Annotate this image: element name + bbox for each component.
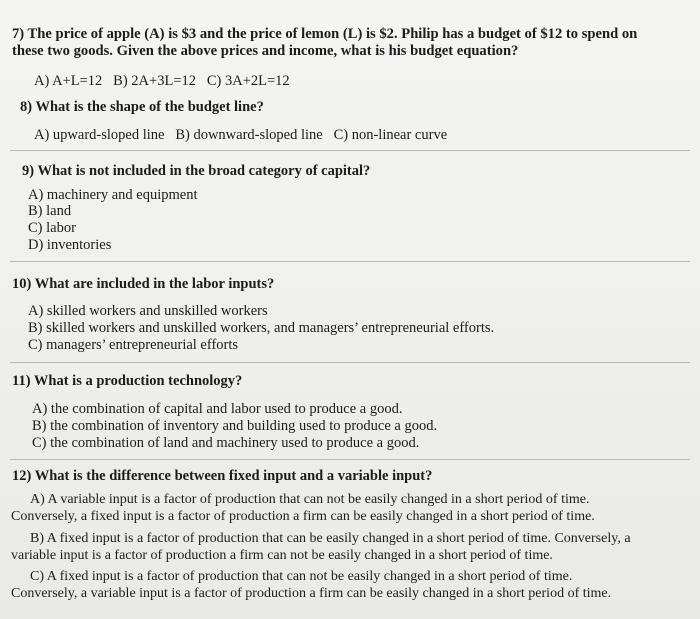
question-11-stem: 11) What is a production technology?	[12, 373, 243, 389]
question-9-option-a: A) machinery and equipment	[28, 187, 198, 203]
question-8-stem: 8) What is the shape of the budget line?	[20, 99, 264, 115]
question-10-option-a: A) skilled workers and unskilled workers	[28, 303, 268, 319]
question-10-option-c: C) managers’ entrepreneurial efforts	[28, 337, 239, 353]
question-12-option-b-line-2: variable input is a factor of production a firm can not be easily changed in a short period of time.	[11, 548, 553, 563]
question-9-option-d: D) inventories	[28, 237, 112, 253]
question-10-option-b: B) skilled workers and unskilled workers, and managers’ entrepreneurial efforts.	[28, 320, 495, 336]
question-9-option-c: C) labor	[28, 220, 76, 236]
question-8-options: A) upward-sloped line B) downward-sloped line C) non-linear curve	[34, 127, 448, 143]
question-12-stem: 12) What is the difference between fixed input and a variable input?	[12, 468, 433, 484]
divider	[10, 459, 690, 460]
question-12-option-a-line-1: A) A variable input is a factor of production that can not be easily changed in a short period of time.	[30, 492, 590, 507]
divider	[10, 150, 690, 151]
question-11-option-b: B) the combination of inventory and building used to produce a good.	[32, 418, 438, 434]
divider	[10, 261, 690, 262]
question-11-option-c: C) the combination of land and machinery used to produce a good.	[32, 435, 420, 451]
question-10-stem: 10) What are included in the labor inputs?	[12, 276, 275, 292]
question-12-option-c-line-2: Conversely, a variable input is a factor of production a firm can be easily changed in a short period of time.	[11, 586, 612, 601]
question-12-option-a-line-2: Conversely, a fixed input is a factor of production a firm can be easily changed in a short period of time.	[11, 509, 595, 524]
question-7-options: A) A+L=12 B) 2A+3L=12 C) 3A+2L=12	[34, 73, 290, 89]
question-12-option-b-line-1: B) A fixed input is a factor of production that can be easily changed in a short period of time. Conversely, a	[30, 531, 631, 546]
divider	[10, 362, 690, 363]
question-7-stem-line-2: these two goods. Given the above prices and income, what is his budget equation?	[12, 43, 519, 59]
question-12-option-c-line-1: C) A fixed input is a factor of production that can not be easily changed in a short period of time.	[30, 569, 573, 584]
question-11-option-a: A) the combination of capital and labor used to produce a good.	[32, 401, 403, 417]
question-9-stem: 9) What is not included in the broad category of capital?	[22, 163, 371, 179]
question-7-stem-line-1: 7) The price of apple (A) is $3 and the price of lemon (L) is $2. Philip has a budget of $12 to spend on	[12, 26, 638, 42]
question-9-option-b: B) land	[28, 203, 72, 219]
